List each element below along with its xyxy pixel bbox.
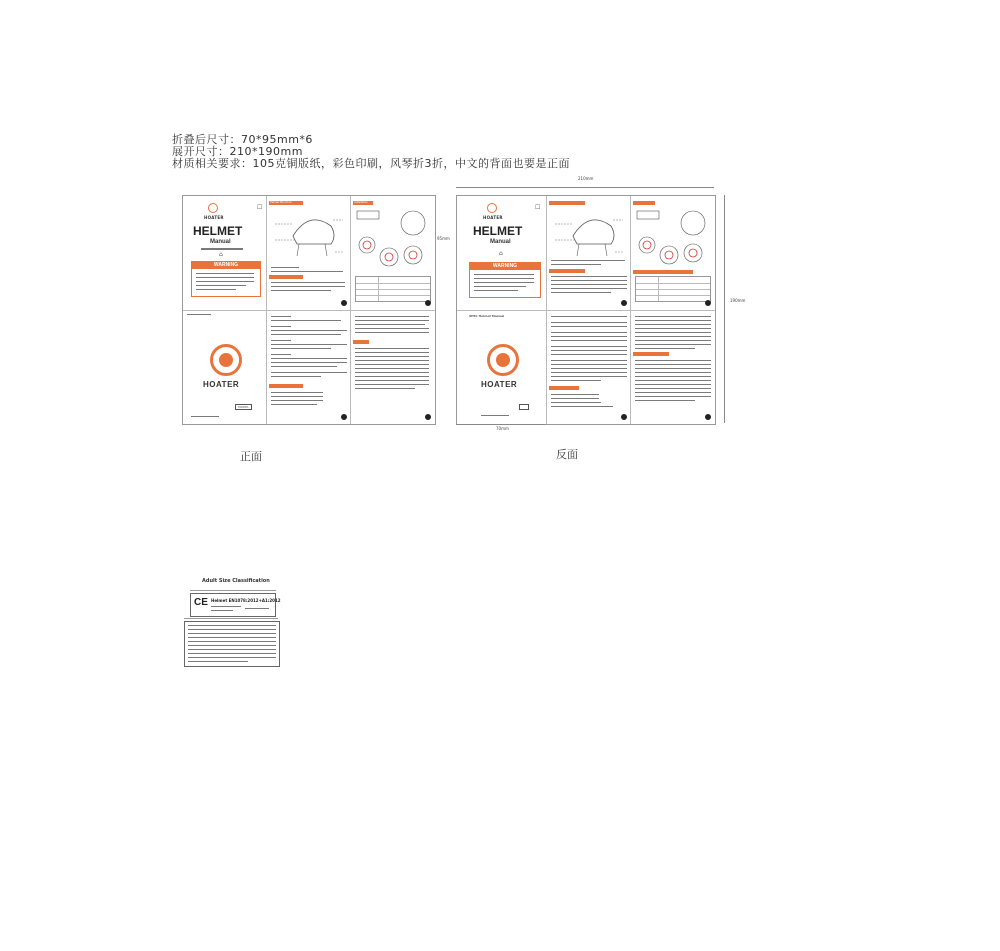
brand-name: HOATER [204, 215, 224, 220]
brand-logo-icon [487, 203, 497, 213]
caption-back: 反面 [556, 448, 578, 461]
panel-title: SPEC Helmet Manual [469, 314, 505, 318]
dim-line-right [724, 195, 725, 423]
spec-unfolded-size: 展开尺寸：210*190mm [172, 145, 303, 158]
standard-text: Helmet EN1078:2012+A1:2012 [211, 598, 281, 603]
dim-line-top [456, 187, 714, 188]
warning-header: WARNING [192, 262, 260, 269]
helmet-diagram [273, 208, 345, 263]
page-badge-icon [425, 300, 431, 306]
ce-mark-icon: CE [194, 597, 208, 608]
spec-material: 材质相关要求：105克铜版纸，彩色印刷，风琴折3折，中文的背面也要是正面 [172, 157, 570, 170]
section-bar: Helmet Structure [269, 201, 303, 205]
model-box: MODEL [235, 404, 252, 410]
manual-title: HELMET [473, 224, 523, 238]
dim-height-right: 190mm [730, 298, 746, 303]
warning-header: WARNING [470, 263, 540, 270]
dim-panel-width: 70mm [496, 426, 509, 431]
installation-diagram [635, 207, 711, 269]
house-icon: ⌂ [499, 250, 503, 257]
helmet-diagram [553, 208, 625, 263]
spec-folded-size: 折叠后尺寸：70*95mm*6 [172, 133, 313, 146]
manual-subtitle: Manual [490, 239, 511, 245]
installation-diagram [355, 207, 431, 275]
manual-title: HELMET [193, 224, 243, 238]
hoater-logo-icon [487, 344, 519, 376]
back-sheet [456, 195, 716, 425]
caption-front: 正面 [240, 450, 262, 463]
page-badge-icon [341, 414, 347, 420]
label-card-title: Adult Size Classification [202, 578, 270, 584]
ce-mark-icon: ☐ [535, 204, 541, 211]
ce-label [190, 593, 281, 617]
spec-table [355, 276, 431, 302]
page-badge-icon [621, 414, 627, 420]
page-badge-icon [705, 300, 711, 306]
manual-subtitle: Manual [210, 239, 231, 245]
house-icon: ⌂ [219, 251, 223, 258]
logo-brand: HOATER [481, 380, 518, 389]
model-box [519, 404, 529, 410]
dim-panel-height: 95mm [437, 236, 450, 241]
front-sheet: HOATER ☐ HELMET Manual ⌂ WARNING Helmet Structure Installation HOATER MODEL [182, 195, 436, 425]
page-badge-icon [425, 414, 431, 420]
logo-brand: HOATER [203, 380, 240, 389]
page-badge-icon [341, 300, 347, 306]
fold-line [183, 310, 435, 311]
warning-box [469, 262, 541, 298]
ce-mark-icon: ☐ [257, 204, 263, 211]
hoater-logo-icon [210, 344, 242, 376]
page-badge-icon [705, 414, 711, 420]
brand-name: HOATER [483, 215, 503, 220]
spec-table [635, 276, 711, 302]
page-badge-icon [621, 300, 627, 306]
warning-label-card [184, 621, 280, 667]
dim-width-top: 210mm [578, 176, 594, 181]
brand-logo-icon [208, 203, 218, 213]
warning-box [191, 261, 261, 297]
